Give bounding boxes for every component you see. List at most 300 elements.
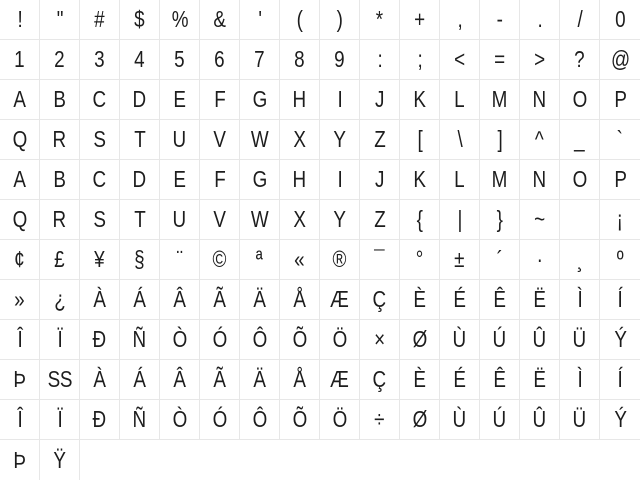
glyph: V: [213, 206, 226, 232]
glyph-cell: [440, 400, 480, 440]
glyph-row: [0, 280, 640, 320]
glyph: Á: [133, 286, 146, 312]
glyph-cell: [80, 160, 120, 200]
glyph-cell: [480, 320, 520, 360]
glyph: :: [377, 46, 382, 72]
glyph: Y: [333, 126, 346, 152]
glyph-cell: [200, 0, 240, 40]
glyph-cell: [160, 400, 200, 440]
glyph: C: [92, 86, 107, 112]
glyph: Ô: [252, 406, 267, 432]
glyph: N: [532, 86, 547, 112]
glyph: ÷: [374, 406, 385, 432]
glyph: Ù: [452, 406, 467, 432]
glyph-cell: [480, 400, 520, 440]
glyph-row: [0, 80, 640, 120]
glyph-cell: [200, 120, 240, 160]
glyph-cell: [160, 280, 200, 320]
glyph-row: [0, 240, 640, 280]
glyph-cell: [400, 280, 440, 320]
glyph-cell: [520, 80, 560, 120]
glyph-cell: [160, 0, 200, 40]
glyph: ¢: [14, 246, 25, 272]
glyph: Æ: [330, 366, 349, 392]
glyph-cell: [80, 240, 120, 280]
glyph: I: [337, 166, 342, 192]
glyph-cell: [440, 360, 480, 400]
glyph: _: [574, 126, 585, 152]
glyph: Õ: [292, 326, 307, 352]
glyph-cell: [560, 280, 600, 320]
glyph: F: [213, 86, 226, 112]
glyph: Í: [617, 366, 623, 392]
glyph-cell: [80, 280, 120, 320]
glyph-cell: [400, 40, 440, 80]
glyph-cell: [480, 80, 520, 120]
glyph: P: [613, 86, 627, 112]
glyph: Ô: [252, 326, 267, 352]
glyph: 1: [14, 46, 25, 72]
glyph: K: [413, 166, 426, 192]
glyph: &: [213, 6, 226, 32]
glyph-cell: [320, 40, 360, 80]
glyph: S: [93, 206, 106, 232]
glyph: Ì: [577, 286, 582, 312]
glyph-cell: [240, 80, 280, 120]
glyph-cell: [320, 200, 360, 240]
glyph: §: [134, 246, 145, 272]
glyph: È: [413, 286, 426, 312]
glyph-cell: [120, 200, 160, 240]
glyph: £: [54, 246, 65, 272]
glyph: ¿: [53, 286, 66, 312]
glyph-cell: [120, 40, 160, 80]
glyph-cell: [40, 80, 80, 120]
glyph: Ö: [332, 326, 347, 352]
glyph: B: [53, 86, 66, 112]
glyph: ±: [454, 246, 465, 272]
glyph: ): [336, 6, 343, 32]
glyph: 8: [294, 46, 305, 72]
glyph: O: [572, 86, 587, 112]
glyph-cell: [480, 0, 520, 40]
glyph-cell: [120, 400, 160, 440]
glyph: Þ: [13, 446, 26, 473]
glyph-cell: [240, 280, 280, 320]
glyph: 2: [54, 46, 65, 72]
glyph-cell: [400, 240, 440, 280]
glyph: Î: [17, 406, 22, 432]
glyph: I: [337, 86, 342, 112]
glyph: V: [213, 126, 226, 152]
glyph-row: [0, 0, 640, 40]
glyph: Z: [373, 206, 386, 232]
glyph-cell: [520, 0, 560, 40]
glyph-row: [0, 160, 640, 200]
glyph: @: [610, 46, 630, 72]
glyph: -: [496, 6, 503, 32]
glyph-cell: [520, 400, 560, 440]
glyph-cell: [240, 120, 280, 160]
glyph: H: [292, 166, 307, 192]
glyph: É: [453, 286, 466, 312]
glyph-cell: [560, 40, 600, 80]
glyph: Ð: [92, 406, 107, 432]
glyph: >: [534, 46, 545, 72]
glyph-cell: [280, 360, 320, 400]
glyph-cell: [400, 160, 440, 200]
glyph: X: [293, 126, 306, 152]
glyph: º: [616, 246, 624, 272]
glyph: Ë: [533, 366, 546, 392]
glyph: ©: [212, 246, 227, 272]
glyph-cell: [320, 80, 360, 120]
glyph-cell: [360, 280, 400, 320]
glyph: ¡: [617, 206, 623, 232]
glyph: Ç: [372, 366, 387, 392]
glyph-cell: [520, 280, 560, 320]
glyph-cell: [360, 320, 400, 360]
glyph-row: [0, 200, 640, 240]
glyph: Ê: [493, 286, 506, 312]
glyph: F: [213, 166, 226, 192]
glyph-cell: [280, 80, 320, 120]
glyph-cell: [600, 160, 640, 200]
glyph: T: [133, 206, 146, 232]
glyph-cell: [360, 400, 400, 440]
glyph-cell: [0, 80, 40, 120]
glyph-cell: [240, 0, 280, 40]
glyph: S: [93, 126, 106, 152]
glyph: ×: [374, 326, 385, 352]
glyph: Ï: [57, 406, 62, 432]
glyph-cell: [40, 360, 80, 400]
glyph: Ï: [57, 326, 62, 352]
glyph-cell: [480, 200, 520, 240]
glyph: 0: [614, 6, 626, 32]
glyph: SS: [47, 366, 72, 392]
glyph-cell: [360, 0, 400, 40]
glyph-cell: [480, 40, 520, 80]
glyph-cell: [600, 0, 640, 40]
glyph: ^: [535, 126, 544, 152]
glyph-cell: [280, 240, 320, 280]
glyph: Ü: [572, 406, 587, 432]
glyph: Ø: [412, 326, 427, 352]
glyph-cell: [240, 320, 280, 360]
glyph: L: [454, 86, 465, 112]
glyph: Ÿ: [53, 446, 66, 473]
glyph-cell: [80, 320, 120, 360]
glyph-cell: [440, 320, 480, 360]
glyph-cell: [360, 40, 400, 80]
glyph-cell: [320, 240, 360, 280]
glyph-cell: [120, 320, 160, 360]
glyph-row: [0, 40, 640, 80]
glyph-cell: [440, 160, 480, 200]
glyph-cell: [320, 360, 360, 400]
glyph-cell: [560, 0, 600, 40]
glyph-cell: [440, 200, 480, 240]
glyph-cell: [80, 400, 120, 440]
glyph: A: [13, 166, 26, 192]
glyph: Ä: [253, 366, 266, 392]
glyph-cell: [560, 160, 600, 200]
glyph: +: [414, 6, 425, 32]
glyph-cell: [120, 120, 160, 160]
glyph-row: [0, 320, 640, 360]
glyph-cell: [0, 320, 40, 360]
glyph: ': [257, 6, 262, 32]
glyph-cell: [400, 80, 440, 120]
glyph: U: [172, 126, 187, 152]
glyph-cell: [120, 160, 160, 200]
glyph-cell: [560, 320, 600, 360]
glyph: P: [613, 166, 627, 192]
glyph: Û: [532, 326, 547, 352]
glyph-cell: [80, 40, 120, 80]
glyph-cell: [320, 400, 360, 440]
glyph-cell: [560, 400, 600, 440]
glyph-row: [0, 120, 640, 160]
glyph: Ñ: [132, 406, 147, 432]
glyph-cell: [280, 160, 320, 200]
glyph: U: [172, 206, 187, 232]
glyph-cell: [520, 320, 560, 360]
glyph: Ã: [213, 366, 226, 392]
glyph-cell: [280, 280, 320, 320]
glyph: Ò: [172, 326, 187, 352]
glyph-cell: [600, 40, 640, 80]
glyph-cell: [160, 120, 200, 160]
glyph-cell: [440, 240, 480, 280]
glyph: Ú: [492, 406, 507, 432]
glyph-cell: [120, 360, 160, 400]
glyph: ¯: [374, 246, 385, 272]
glyph-cell: [520, 120, 560, 160]
glyph: Ì: [577, 366, 582, 392]
glyph: O: [572, 166, 587, 192]
glyph: Å: [293, 366, 306, 392]
glyph-cell: [200, 200, 240, 240]
glyph-cell: [520, 40, 560, 80]
glyph: Ñ: [132, 326, 147, 352]
glyph: E: [173, 86, 186, 112]
glyph-cell: [160, 320, 200, 360]
glyph: ;: [417, 46, 422, 72]
glyph-cell: [160, 40, 200, 80]
glyph-cell: [0, 400, 40, 440]
glyph-cell: [0, 0, 40, 40]
glyph-cell: [0, 120, 40, 160]
glyph-cell: [440, 0, 480, 40]
glyph-cell: [0, 160, 40, 200]
glyph: ¨: [176, 246, 183, 272]
glyph: J: [374, 86, 385, 112]
glyph: ®: [332, 246, 347, 272]
glyph: Û: [532, 406, 547, 432]
glyph: ·: [536, 246, 543, 272]
glyph-cell: [280, 120, 320, 160]
glyph-cell: [280, 40, 320, 80]
glyph-cell: [160, 240, 200, 280]
glyph: R: [52, 206, 67, 232]
glyph-cell: [240, 200, 280, 240]
glyph-cell: [240, 40, 280, 80]
glyph: |: [457, 206, 462, 232]
glyph-cell: [200, 400, 240, 440]
glyph-cell: [560, 80, 600, 120]
glyph-cell: [0, 200, 40, 240]
glyph: Y: [333, 206, 346, 232]
glyph: $: [134, 6, 145, 32]
glyph: Ø: [412, 406, 427, 432]
glyph: Ý: [613, 406, 627, 432]
glyph: Î: [17, 326, 22, 352]
glyph: J: [374, 166, 385, 192]
glyph: *: [376, 6, 383, 32]
glyph: 6: [214, 46, 225, 72]
glyph: {: [416, 206, 423, 232]
glyph: Þ: [13, 366, 26, 392]
glyph: Q: [12, 126, 27, 152]
glyph: /: [577, 6, 582, 32]
glyph-cell: [120, 0, 160, 40]
glyph: A: [13, 86, 26, 112]
glyph: N: [532, 166, 547, 192]
glyph-cell: [80, 200, 120, 240]
glyph-cell: [520, 240, 560, 280]
glyph-cell: [560, 120, 600, 160]
glyph: Í: [617, 286, 623, 312]
glyph: Â: [173, 366, 186, 392]
glyph-cell: [200, 360, 240, 400]
glyph-cell: [480, 240, 520, 280]
glyph: Ç: [372, 286, 387, 312]
glyph: À: [93, 366, 106, 392]
glyph: }: [496, 206, 503, 232]
glyph-cell: [280, 400, 320, 440]
glyph: #: [94, 6, 105, 32]
glyph-cell: [200, 40, 240, 80]
glyph-cell: [120, 280, 160, 320]
glyph-cell: [40, 160, 80, 200]
glyph-cell: [280, 320, 320, 360]
glyph: W: [250, 126, 269, 152]
glyph: 9: [334, 46, 345, 72]
glyph: =: [494, 46, 505, 72]
glyph: Ð: [92, 326, 107, 352]
glyph: [: [417, 126, 422, 152]
glyph-cell: [200, 320, 240, 360]
glyph-cell: [160, 80, 200, 120]
glyph: 7: [254, 46, 265, 72]
glyph: G: [252, 166, 267, 192]
glyph: Ã: [213, 286, 226, 312]
glyph-cell: [480, 160, 520, 200]
glyph: 4: [134, 46, 145, 72]
glyph-cell: [400, 400, 440, 440]
glyph: «: [294, 246, 305, 272]
glyph-cell: [400, 200, 440, 240]
glyph: À: [93, 286, 106, 312]
glyph-cell: [600, 360, 640, 400]
glyph: <: [454, 46, 465, 72]
glyph-cell: [400, 0, 440, 40]
glyph-cell: [0, 280, 40, 320]
glyph-cell: [240, 400, 280, 440]
glyph-cell: [320, 120, 360, 160]
glyph-cell: [0, 440, 40, 480]
glyph-cell: [80, 120, 120, 160]
glyph: H: [292, 86, 307, 112]
glyph: Õ: [292, 406, 307, 432]
glyph-cell: [520, 360, 560, 400]
glyph-cell: [400, 360, 440, 400]
glyph-cell: [200, 80, 240, 120]
glyph-cell: [360, 200, 400, 240]
glyph: Ö: [332, 406, 347, 432]
glyph: 5: [174, 46, 185, 72]
glyph-cell: [360, 240, 400, 280]
glyph-cell: [440, 80, 480, 120]
glyph: Ó: [212, 406, 227, 432]
glyph: »: [14, 286, 25, 312]
glyph-cell: [320, 280, 360, 320]
glyph-cell: [600, 120, 640, 160]
glyph: ": [56, 6, 63, 32]
glyph: \: [457, 126, 462, 152]
glyph: (: [296, 6, 303, 32]
glyph-row: [0, 440, 640, 480]
glyph: D: [132, 166, 147, 192]
glyph: Ù: [452, 326, 467, 352]
glyph-cell: [320, 0, 360, 40]
glyph-cell: [480, 360, 520, 400]
glyph: R: [52, 126, 67, 152]
glyph-cell: [360, 360, 400, 400]
glyph: Z: [373, 126, 386, 152]
glyph: ´: [496, 246, 503, 272]
glyph-cell: [560, 360, 600, 400]
glyph-cell: [40, 320, 80, 360]
glyph: M: [491, 166, 508, 192]
glyph: 3: [94, 46, 105, 72]
glyph-cell: [560, 200, 600, 240]
glyph: ,: [457, 6, 462, 32]
glyph-cell: [40, 440, 80, 480]
glyph-cell: [560, 240, 600, 280]
glyph: Æ: [330, 286, 349, 312]
glyph: %: [171, 6, 188, 32]
glyph: Ý: [613, 326, 627, 352]
glyph: Ü: [572, 326, 587, 352]
glyph-cell: [320, 320, 360, 360]
glyph-cell: [400, 320, 440, 360]
glyph: ~: [534, 206, 545, 232]
glyph-cell: [0, 240, 40, 280]
glyph-cell: [440, 280, 480, 320]
glyph: Ò: [172, 406, 187, 432]
glyph: M: [491, 86, 508, 112]
glyph-cell: [40, 240, 80, 280]
glyph-cell: [160, 200, 200, 240]
glyph-cell: [280, 200, 320, 240]
glyph-cell: [80, 360, 120, 400]
glyph: E: [173, 166, 186, 192]
glyph: B: [53, 166, 66, 192]
glyph-cell: [80, 80, 120, 120]
